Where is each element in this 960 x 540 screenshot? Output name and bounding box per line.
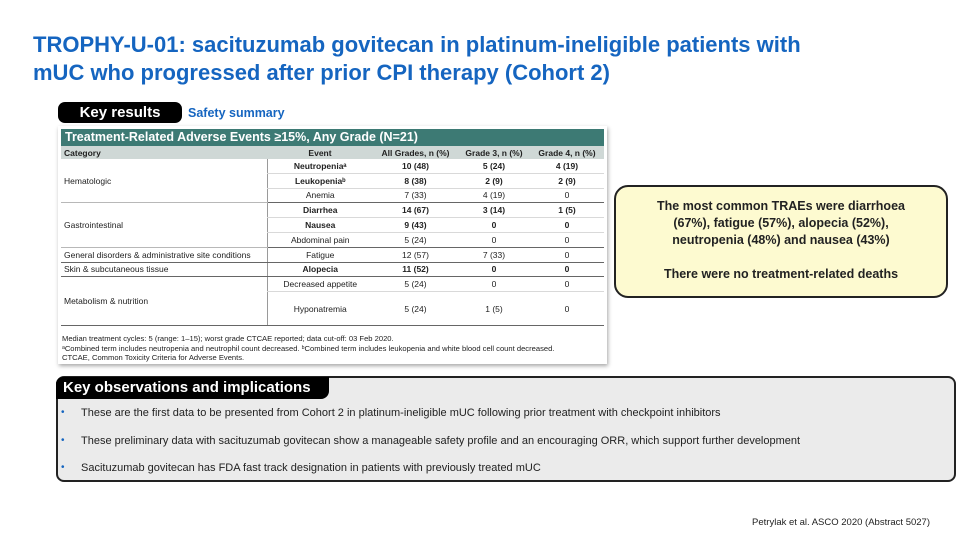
event-cell: Nausea bbox=[267, 218, 373, 233]
event-cell: Diarrhea bbox=[267, 203, 373, 218]
all-grades-cell: 5 (24) bbox=[373, 277, 458, 292]
all-grades-cell: 9 (43) bbox=[373, 218, 458, 233]
table-footnote: ᵃCombined term includes neutropenia and neutrophil count decreased. ᵇCombined term includes leukopenia and white blood cell count decreased. bbox=[62, 343, 555, 353]
callout-line: There were no treatment-related deaths bbox=[663, 267, 899, 281]
all-grades-cell: 5 (24) bbox=[373, 292, 458, 326]
table-footnote: Median treatment cycles: 5 (range: 1–15); worst grade CTCAE reported; data cut-off: 03 Feb 2020. bbox=[62, 334, 394, 343]
grade4-cell: 2 (9) bbox=[530, 173, 604, 188]
observation-text: These are the first data to be presented from Cohort 2 in platinum-ineligible mUC following prior treatment with checkpoint inhibitors bbox=[81, 407, 721, 419]
grade4-cell: 0 bbox=[530, 262, 604, 277]
event-cell: Abdominal pain bbox=[267, 232, 373, 247]
category-cell: Metabolism & nutrition bbox=[61, 277, 267, 326]
adverse-events-table bbox=[61, 146, 604, 326]
callout-line: The most common TRAEs were diarrhoea bbox=[657, 199, 905, 213]
category-cell: General disorders & administrative site conditions bbox=[61, 247, 267, 262]
bullet-icon: • bbox=[61, 462, 65, 473]
event-cell: Decreased appetite bbox=[267, 277, 373, 292]
grade3-cell: 1 (5) bbox=[458, 292, 530, 326]
grade4-cell: 4 (19) bbox=[530, 159, 604, 173]
all-grades-cell: 10 (48) bbox=[373, 159, 458, 173]
category-cell: Skin & subcutaneous tissue bbox=[61, 262, 267, 277]
event-cell: Leukopeniaᵇ bbox=[267, 173, 373, 188]
callout-line: neutropenia (48%) and nausea (43%) bbox=[672, 233, 890, 247]
observations-list bbox=[61, 406, 941, 489]
grade4-cell: 1 (5) bbox=[530, 203, 604, 218]
event-cell: Anemia bbox=[267, 188, 373, 203]
event-cell: Neutropeniaᵃ bbox=[267, 159, 373, 173]
all-grades-cell: 11 (52) bbox=[373, 262, 458, 277]
key-findings-callout bbox=[614, 185, 948, 298]
observations-title: Key observations and implications bbox=[56, 377, 329, 399]
column-header-grade3: Grade 3, n (%) bbox=[458, 146, 530, 159]
observation-item bbox=[61, 406, 941, 434]
table-footnote: CTCAE, Common Toxicity Criteria for Adverse Events. bbox=[62, 353, 245, 363]
observation-item bbox=[61, 434, 941, 462]
slide-title-line2: mUC who progressed after prior CPI therapy (Cohort 2) bbox=[33, 60, 610, 85]
callout-line: (67%), fatigue (57%), alopecia (52%), bbox=[673, 216, 889, 230]
slide-title bbox=[33, 31, 933, 87]
column-header-grade4: Grade 4, n (%) bbox=[530, 146, 604, 159]
grade3-cell: 0 bbox=[458, 232, 530, 247]
grade4-cell: 0 bbox=[530, 247, 604, 262]
grade4-cell: 0 bbox=[530, 277, 604, 292]
all-grades-cell: 5 (24) bbox=[373, 232, 458, 247]
grade4-cell: 0 bbox=[530, 292, 604, 326]
table-row bbox=[61, 203, 604, 218]
table-footnotes bbox=[62, 334, 602, 363]
table-title: Treatment-Related Adverse Events ≥15%, Any Grade (N=21) bbox=[61, 129, 604, 146]
observation-item bbox=[61, 461, 941, 489]
bullet-icon: • bbox=[61, 434, 65, 446]
slide-title-line1: TROPHY-U-01: sacituzumab govitecan in platinum-ineligible patients with bbox=[33, 32, 801, 57]
all-grades-cell: 14 (67) bbox=[373, 203, 458, 218]
grade3-cell: 7 (33) bbox=[458, 247, 530, 262]
observation-text: These preliminary data with sacituzumab govitecan show a manageable safety profile and an encouraging ORR, which support further development bbox=[81, 434, 801, 447]
grade3-cell: 2 (9) bbox=[458, 173, 530, 188]
observation-text: Sacituzumab govitecan has FDA fast track designation in patients with previously treated mUC bbox=[81, 462, 541, 474]
all-grades-cell: 7 (33) bbox=[373, 188, 458, 203]
table-header-row bbox=[61, 146, 604, 159]
citation: Petrylak et al. ASCO 2020 (Abstract 5027) bbox=[752, 517, 930, 528]
column-header-all-grades: All Grades, n (%) bbox=[373, 146, 458, 159]
column-header-category: Category bbox=[61, 146, 267, 159]
grade3-cell: 5 (24) bbox=[458, 159, 530, 173]
adverse-events-table-panel bbox=[58, 126, 607, 364]
all-grades-cell: 12 (57) bbox=[373, 247, 458, 262]
table-row bbox=[61, 159, 604, 173]
grade4-cell: 0 bbox=[530, 232, 604, 247]
category-cell: Hematologic bbox=[61, 159, 267, 203]
category-cell: Gastrointestinal bbox=[61, 203, 267, 247]
grade3-cell: 3 (14) bbox=[458, 203, 530, 218]
event-cell: Fatigue bbox=[267, 247, 373, 262]
column-header-event: Event bbox=[267, 146, 373, 159]
table-row bbox=[61, 262, 604, 277]
grade3-cell: 0 bbox=[458, 277, 530, 292]
event-cell: Hyponatremia bbox=[267, 292, 373, 326]
grade3-cell: 4 (19) bbox=[458, 188, 530, 203]
table-row bbox=[61, 277, 604, 292]
bullet-icon: • bbox=[61, 407, 65, 418]
event-cell: Alopecia bbox=[267, 262, 373, 277]
table-row bbox=[61, 247, 604, 262]
grade3-cell: 0 bbox=[458, 218, 530, 233]
safety-summary-label: Safety summary bbox=[188, 106, 285, 120]
grade3-cell: 0 bbox=[458, 262, 530, 277]
key-results-label: Key results bbox=[58, 102, 182, 123]
grade4-cell: 0 bbox=[530, 218, 604, 233]
all-grades-cell: 8 (38) bbox=[373, 173, 458, 188]
grade4-cell: 0 bbox=[530, 188, 604, 203]
